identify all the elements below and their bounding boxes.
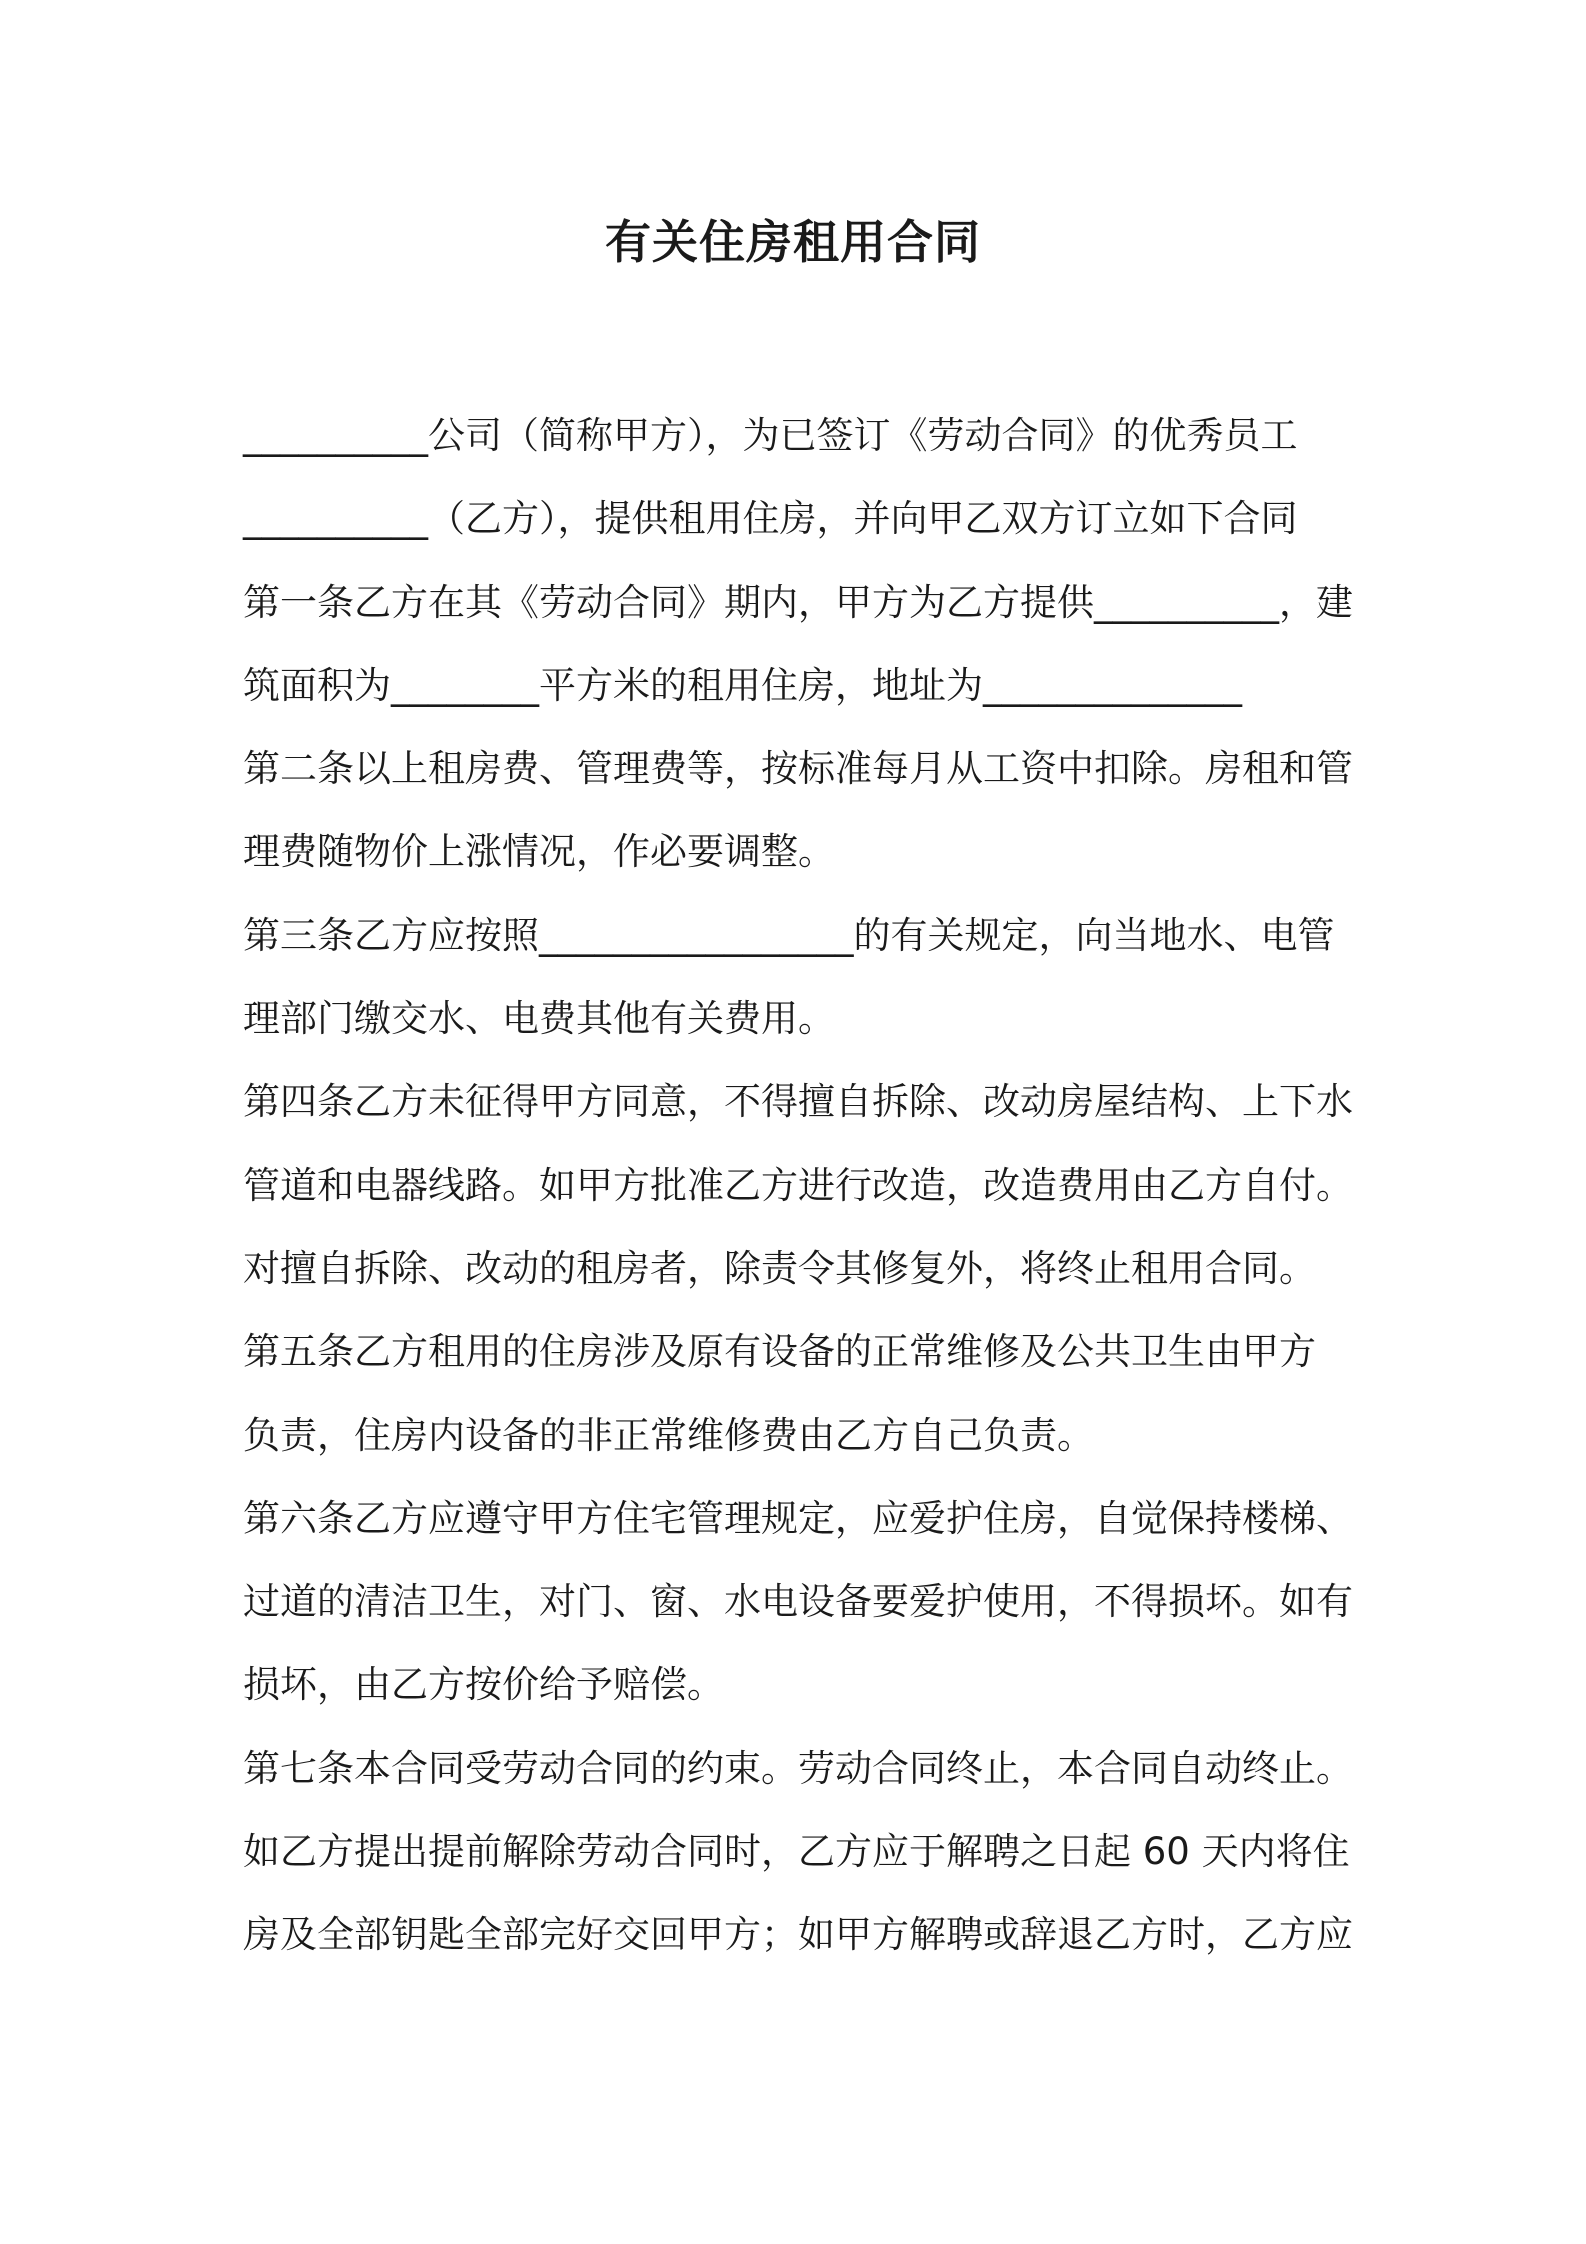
article-7-line-3: 房及全部钥匙全部完好交回甲方；如甲方解聘或辞退乙方时，乙方应 <box>243 1913 1353 1957</box>
contract-line-1: __________公司（简称甲方），为已签订《劳动合同》的优秀员工 <box>243 414 1298 457</box>
contract-body <box>243 408 1353 1991</box>
article-3-line-1: 第三条乙方应按照_________________的有关规定，向当地水、电管 <box>243 913 1335 957</box>
article-5-line-2: 负责，住房内设备的非正常维修费由乙方自己负责。 <box>243 1413 1094 1457</box>
article-1-line-1: 第一条乙方在其《劳动合同》期内，甲方为乙方提供__________，建 <box>243 580 1353 624</box>
article-4-line-2: 管道和电器线路。如甲方批准乙方进行改造，改造费用由乙方自付。 <box>243 1163 1353 1207</box>
article-3-line-2: 理部门缴交水、电费其他有关费用。 <box>243 997 835 1041</box>
article-6-line-2: 过道的清洁卫生，对门、窗、水电设备要爱护使用，不得损坏。如有 <box>243 1580 1353 1624</box>
article-4-line-1: 第四条乙方未征得甲方同意，不得擅自拆除、改动房屋结构、上下水 <box>243 1080 1353 1124</box>
article-6-line-1: 第六条乙方应遵守甲方住宅管理规定，应爱护住房，自觉保持楼梯、 <box>243 1496 1353 1540</box>
article-2-line-2: 理费随物价上涨情况，作必要调整。 <box>243 830 835 874</box>
article-5-line-1: 第五条乙方租用的住房涉及原有设备的正常维修及公共卫生由甲方 <box>243 1330 1316 1374</box>
document-title: 有关住房租用合同 <box>605 215 981 269</box>
article-2-line-1: 第二条以上租房费、管理费等，按标准每月从工资中扣除。房租和管 <box>243 747 1353 791</box>
article-4-line-3: 对擅自拆除、改动的租房者，除责令其修复外，将终止租用合同。 <box>243 1246 1316 1290</box>
article-7-line-1: 第七条本合同受劳动合同的约束。劳动合同终止，本合同自动终止。 <box>243 1746 1353 1790</box>
article-7-line-2: 如乙方提出提前解除劳动合同时，乙方应于解聘之日起 60 天内将住 <box>243 1830 1350 1874</box>
contract-line-2: __________（乙方），提供租用住房，并向甲乙双方订立如下合同 <box>243 497 1298 541</box>
article-1-line-2: 筑面积为________平方米的租用住房，地址为______________ <box>243 663 1242 707</box>
article-6-line-3: 损坏，由乙方按价给予赔偿。 <box>243 1663 724 1707</box>
